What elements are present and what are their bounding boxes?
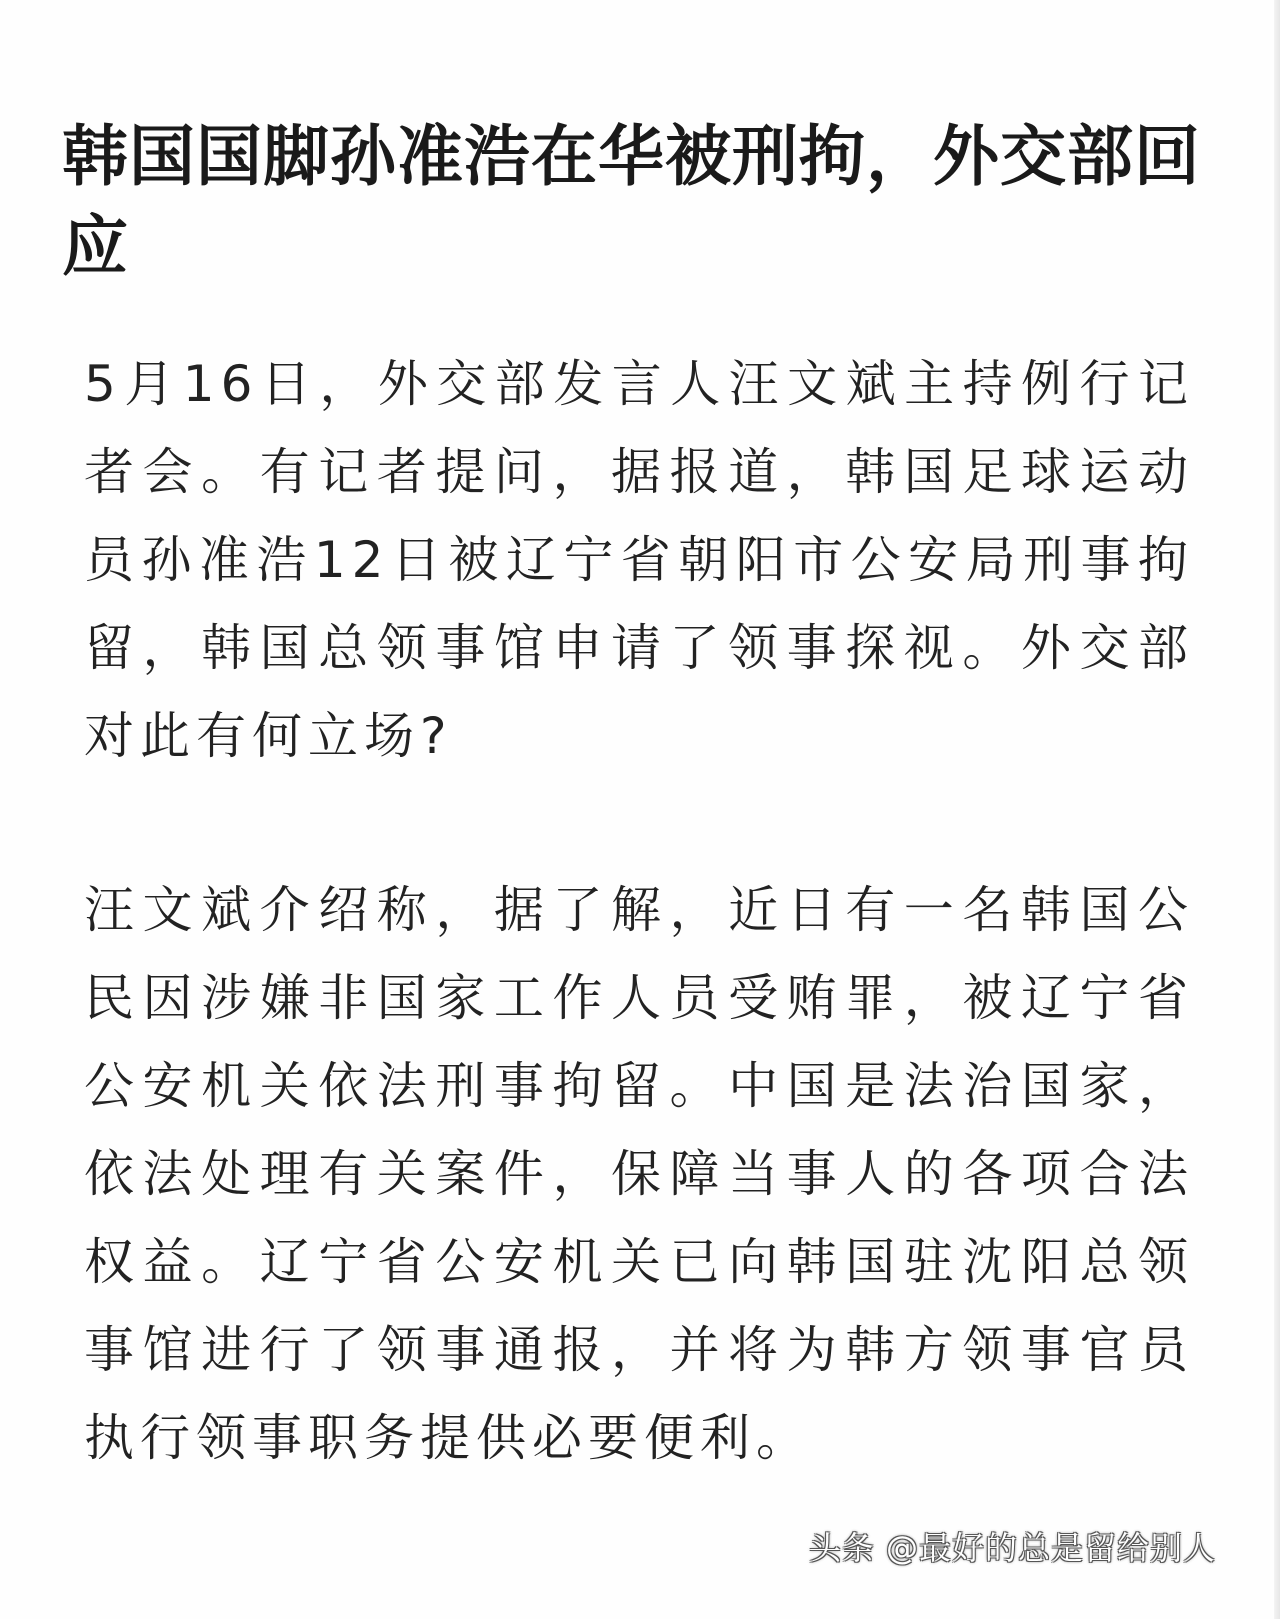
article-title: 韩国国脚孙准浩在华被刑拘，外交部回应 (62, 118, 1201, 285)
page-edge-shadow (1274, 0, 1280, 1619)
article-paragraph-question: 5月16日，外交部发言人汪文斌主持例行记者会。有记者提问，据报道，韩国足球运动员孙准浩12日被辽宁省朝阳市公安局刑事拘留，韩国总领事馆申请了领事探视。外交部对此有何立场? (84, 355, 1194, 765)
source-watermark: 头条 @最好的总是留给别人 (808, 1529, 1216, 1567)
article-paragraph-answer: 汪文斌介绍称，据了解，近日有一名韩国公民因涉嫌非国家工作人员受贿罪，被辽宁省公安机关依法刑事拘留。中国是法治国家，依法处理有关案件，保障当事人的各项合法权益。辽宁省公安机关已向韩国驻沈阳总领事馆进行了领事通报，并将为韩方领事官员执行领事职务提供必要便利。 (84, 881, 1194, 1467)
